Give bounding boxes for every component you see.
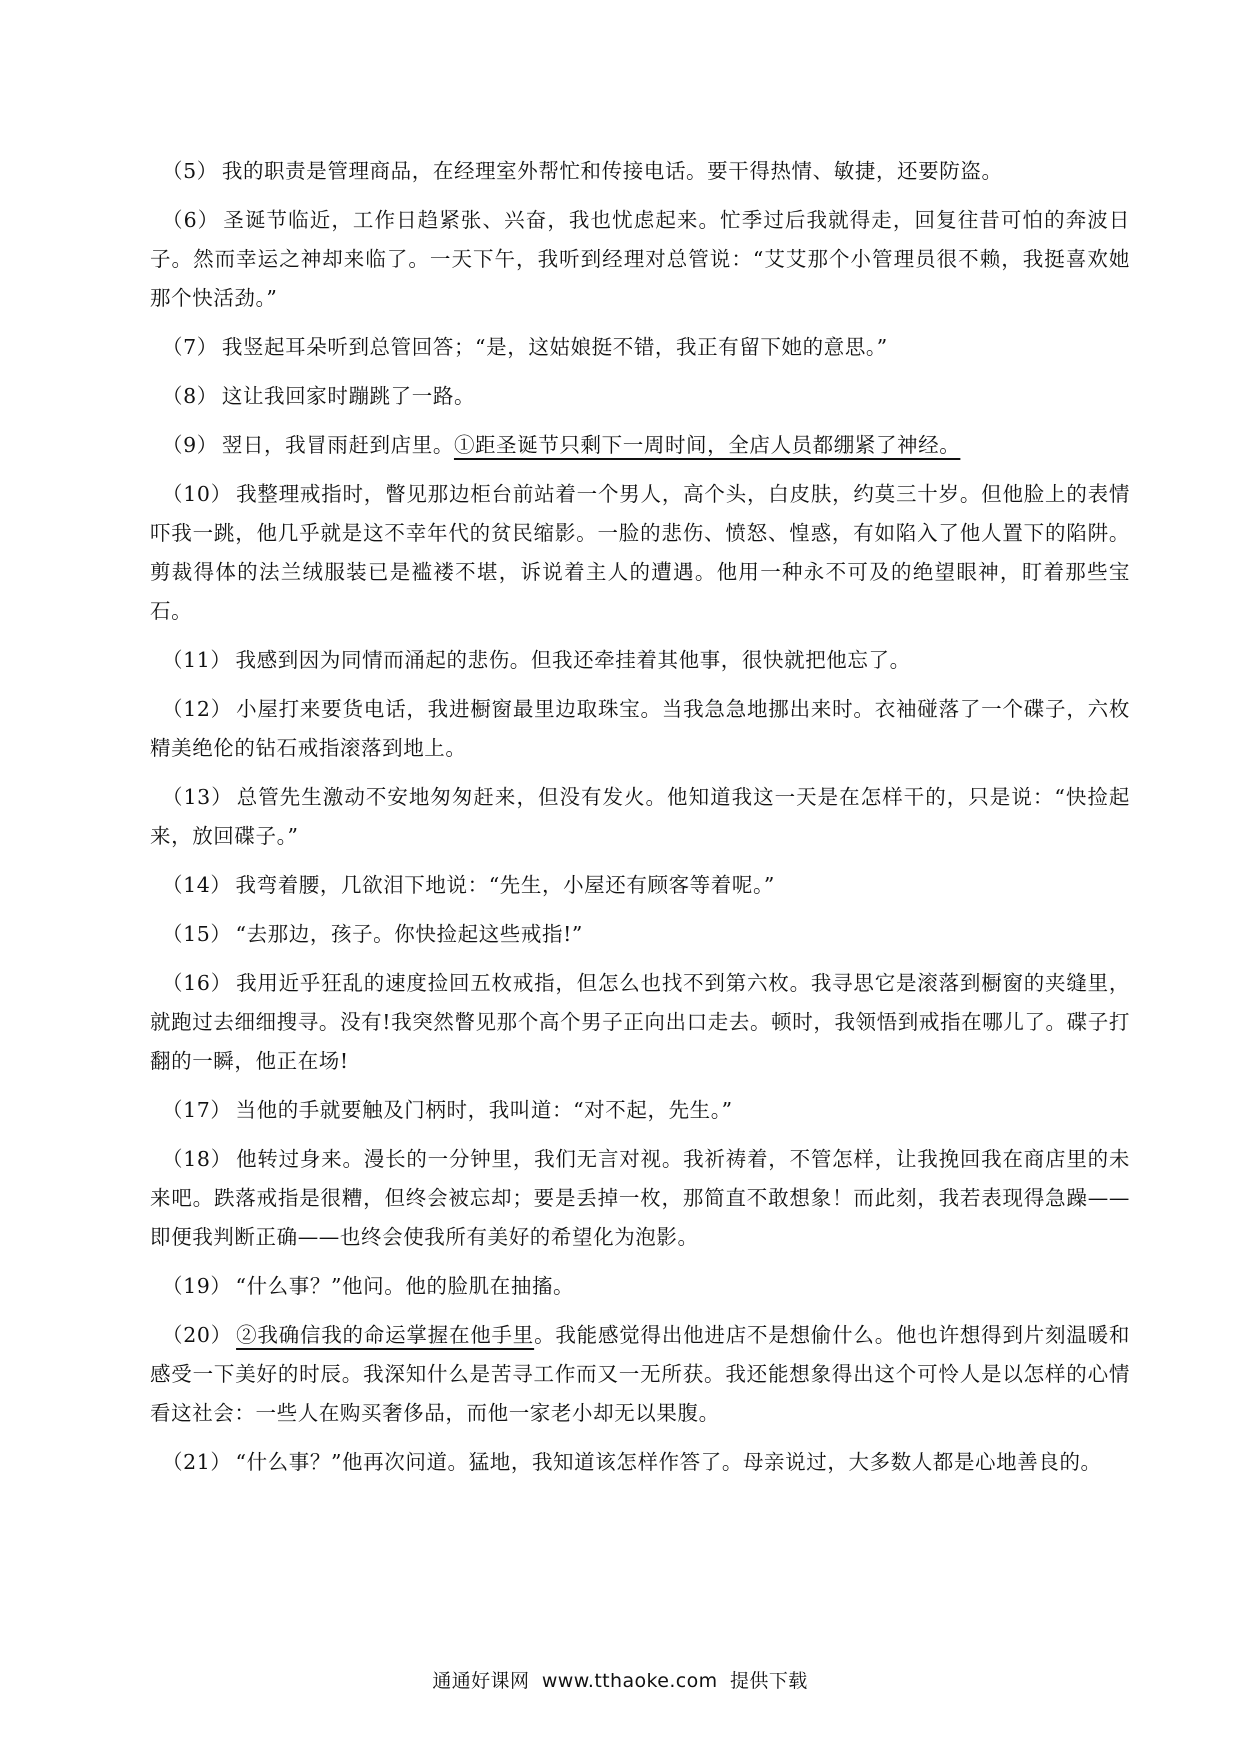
paragraph-number: （13） — [162, 785, 233, 809]
paragraph-text: 我弯着腰，几欲泪下地说：“先生，小屋还有顾客等着呢。” — [235, 873, 775, 897]
paragraph-number: （20） — [162, 1323, 233, 1347]
page-footer — [0, 1666, 1240, 1693]
paragraph-10 — [150, 475, 1130, 631]
underlined-sentence-2: ②我确信我的命运掌握在他手里 — [236, 1323, 535, 1347]
paragraph-text: 翌日，我冒雨赶到店里。 — [221, 433, 454, 457]
paragraph-number: （19） — [162, 1274, 232, 1298]
paragraph-20 — [150, 1316, 1130, 1433]
paragraph-number: （14） — [162, 873, 232, 897]
paragraph-7 — [150, 328, 1130, 367]
paragraph-5 — [150, 152, 1130, 191]
paragraph-number: （18） — [162, 1147, 233, 1171]
paragraph-text: 他转过身来。漫长的一分钟里，我们无言对视。我祈祷着，不管怎样，让我挽回我在商店里的未来吧。跌落戒指是很糟，但终会被忘却；要是丢掉一枚，那简直不敢想象！而此刻，我若表现得急躁——即便我判断正确——也终会使我所有美好的希望化为泡影。 — [150, 1147, 1130, 1249]
paragraph-number: （5） — [162, 159, 218, 183]
paragraph-11 — [150, 641, 1130, 680]
paragraph-text: 总管先生激动不安地匆匆赶来，但没有发火。他知道我这一天是在怎样干的，只是说：“快捡起来，放回碟子。” — [150, 785, 1130, 848]
paragraph-text: “什么事？”他再次问道。猛地，我知道该怎样作答了。母亲说过，大多数人都是心地善良的。 — [235, 1450, 1102, 1474]
paragraph-text: 小屋打来要货电话，我进橱窗最里边取珠宝。当我急急地挪出来时。衣袖碰落了一个碟子，六枚精美绝伦的钻石戒指滚落到地上。 — [150, 697, 1130, 760]
paragraph-number: （7） — [162, 335, 218, 359]
paragraph-text: 我的职责是管理商品，在经理室外帮忙和传接电话。要干得热情、敏捷，还要防盗。 — [221, 159, 1003, 183]
paragraph-17 — [150, 1091, 1130, 1130]
paragraph-number: （17） — [162, 1098, 232, 1122]
paragraph-text: “什么事？”他问。他的脸肌在抽搐。 — [235, 1274, 575, 1298]
paragraph-text: 我用近乎狂乱的速度捡回五枚戒指，但怎么也找不到第六枚。我寻思它是滚落到橱窗的夹缝里，就跑过去细细搜寻。没有!我突然瞥见那个高个男子正向出口走去。顿时，我领悟到戒指在哪儿了。碟子打翻的一瞬，他正在场! — [150, 971, 1130, 1073]
paragraph-text: 。我能感觉得出他进店不是想偷什么。他也许想得到片刻温暖和感受一下美好的时辰。我深知什么是苦寻工作而又一无所获。我还能想象得出这个可怜人是以怎样的心情看这社会：一些人在购买奢侈品，而他一家老小却无以果腹。 — [150, 1323, 1130, 1425]
paragraph-19 — [150, 1267, 1130, 1306]
paragraph-text: 我整理戒指时，瞥见那边柜台前站着一个男人，高个头，白皮肤，约莫三十岁。但他脸上的表情吓我一跳，他几乎就是这不幸年代的贫民缩影。一脸的悲伤、愤怒、惶惑，有如陷入了他人置下的陷阱。剪裁得体的法兰绒服装已是褴褛不堪，诉说着主人的遭遇。他用一种永不可及的绝望眼神，盯着那些宝石。 — [150, 482, 1130, 623]
paragraph-number: （10） — [162, 482, 233, 506]
paragraph-text: 我竖起耳朵听到总管回答；“是，这姑娘挺不错，我正有留下她的意思。” — [221, 335, 888, 359]
paragraph-number: （15） — [162, 922, 232, 946]
paragraph-number: （12） — [162, 697, 233, 721]
paragraph-number: （21） — [162, 1450, 232, 1474]
paragraph-13 — [150, 778, 1130, 856]
paragraph-6 — [150, 201, 1130, 318]
underlined-sentence-1: ①距圣诞节只剩下一周时间，全店人员都绷紧了神经。 — [453, 433, 961, 457]
article-body — [150, 152, 1130, 1492]
paragraph-18 — [150, 1140, 1130, 1257]
paragraph-text: 这让我回家时蹦跳了一路。 — [221, 384, 476, 408]
footer-site-name: 通通好课网 — [432, 1670, 530, 1692]
paragraph-9 — [150, 426, 1130, 465]
paragraph-number: （16） — [162, 971, 233, 995]
paragraph-16 — [150, 964, 1130, 1081]
paragraph-text: 圣诞节临近，工作日趋紧张、兴奋，我也忧虑起来。忙季过后我就得走，回复往昔可怕的奔波日子。然而幸运之神却来临了。一天下午，我听到经理对总管说：“艾艾那个小管理员很不赖，我挺喜欢她那个快活劲。” — [150, 208, 1130, 310]
paragraph-text: 当他的手就要触及门柄时，我叫道：“对不起，先生。” — [235, 1098, 733, 1122]
paragraph-number: （6） — [162, 208, 220, 232]
paragraph-number: （11） — [162, 648, 232, 672]
paragraph-21 — [150, 1443, 1130, 1482]
paragraph-15 — [150, 915, 1130, 954]
footer-url: www.tthaoke.com — [541, 1670, 718, 1692]
paragraph-12 — [150, 690, 1130, 768]
paragraph-14 — [150, 866, 1130, 905]
footer-note: 提供下载 — [730, 1670, 808, 1692]
paragraph-text: 我感到因为同情而涌起的悲伤。但我还牵挂着其他事，很快就把他忘了。 — [235, 648, 911, 672]
paragraph-number: （9） — [162, 433, 218, 457]
paragraph-number: （8） — [162, 384, 218, 408]
paragraph-text: “去那边，孩子。你快捡起这些戒指!” — [235, 922, 583, 946]
paragraph-8 — [150, 377, 1130, 416]
